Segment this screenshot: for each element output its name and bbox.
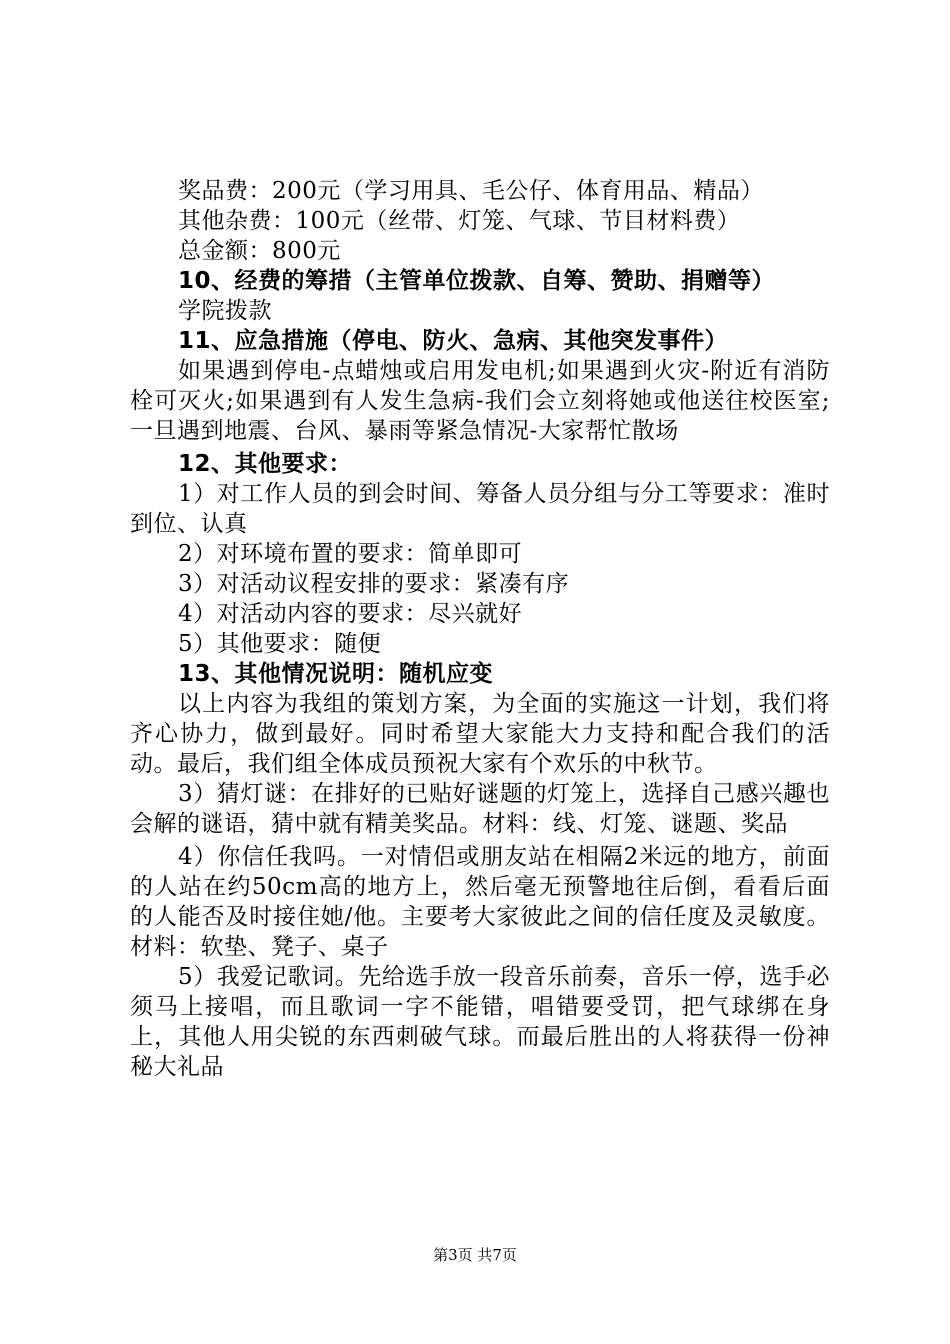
paragraph-misc-cost: 其他杂费：100元（丝带、灯笼、气球、节目材料费） [178,208,741,234]
document-body [130,176,830,1082]
paragraph-requirement-5: 5）其他要求：随便 [178,631,382,657]
heading-emergency: 11、应急措施（停电、防火、急病、其他突发事件） [178,328,729,354]
paragraph-requirement-1: 1）对工作人员的到会时间、筹备人员分组与分工等要求：准时到位、认真 [130,481,830,537]
paragraph-lyrics-game: 5）我爱记歌词。先给选手放一段音乐前奏，音乐一停，选手必须马上接唱，而且歌词一字不能错，唱错要受罚，把气球绑在身上，其他人用尖锐的东西刺破气球。而最后胜出的人将获得一份神秘大礼品 [130,964,830,1080]
paragraph-trust-game: 4）你信任我吗。一对情侣或朋友站在相隔2米远的地方，前面的人站在约50cm高的地方上，然后毫无预警地往后倒，看看后面的人能否及时接住她/他。主要考大家彼此之间的信任度及灵敏度。材料：软垫、凳子、桌子 [130,844,830,960]
paragraph-total-amount: 总金额：800元 [178,238,341,264]
heading-funding: 10、经费的筹措（主管单位拨款、自筹、赞助、捐赠等） [178,268,776,294]
paragraph-requirement-2: 2）对环境布置的要求：简单即可 [178,541,523,567]
heading-other-notes: 13、其他情况说明：随机应变 [178,661,494,687]
paragraph-prize-cost: 奖品费：200元（学习用具、毛公仔、体育用品、精品） [178,178,764,204]
paragraph-summary: 以上内容为我组的策划方案，为全面的实施这一计划，我们将齐心协力，做到最好。同时希望大家能大力支持和配合我们的活动。最后，我们组全体成员预祝大家有个欢乐的中秋节。 [130,691,830,777]
heading-other-requirements: 12、其他要求： [178,451,353,477]
paragraph-requirement-4: 4）对活动内容的要求：尽兴就好 [178,601,523,627]
paragraph-funding-source: 学院拨款 [178,298,272,324]
paragraph-emergency-measures: 如果遇到停电-点蜡烛或启用发电机;如果遇到火灾-附近有消防栓可灭火;如果遇到有人发生急病-我们会立刻将她或他送往校医室;一旦遇到地震、台风、暴雨等紧急情况-大家帮忙散场 [130,358,830,444]
paragraph-lantern-riddles: 3）猜灯谜：在排好的已贴好谜题的灯笼上，选择自己感兴趣也会解的谜语，猜中就有精美奖品。材料：线、灯笼、谜题、奖品 [130,781,830,837]
paragraph-requirement-3: 3）对活动议程安排的要求：紧凑有序 [178,571,570,597]
page-footer: 第3页 共7页 [433,1246,517,1264]
